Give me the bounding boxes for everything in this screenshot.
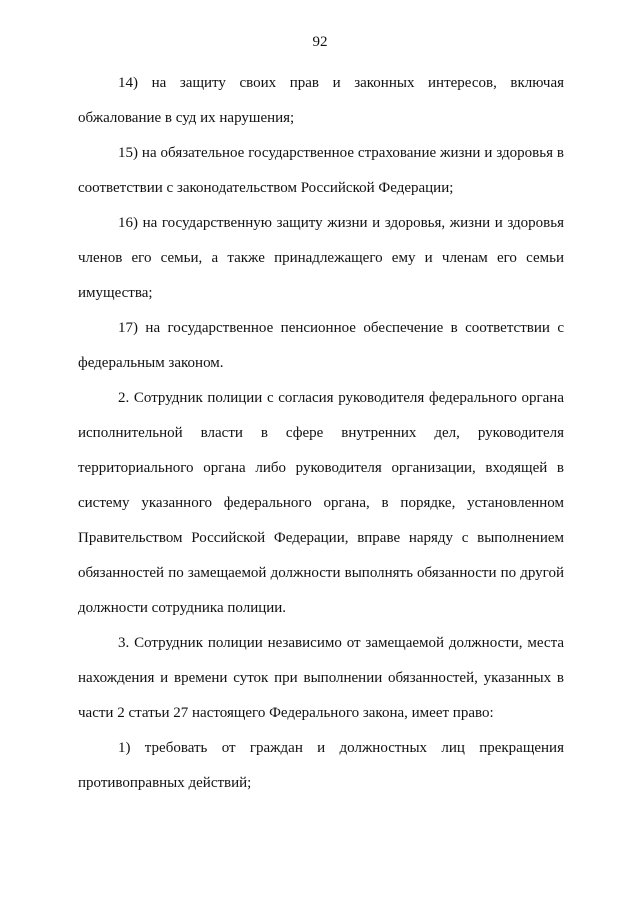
list-item-17: 17) на государственное пенсионное обеспечение в соответствии с федеральным законом. <box>78 320 564 371</box>
list-item-1: 1) требовать от граждан и должностных лиц прекращения противоправных действий; <box>78 740 564 791</box>
paragraph-part-2: 2. Сотрудник полиции с согласия руководителя федерального органа исполнительной власти в сфере внутренних дел, руководителя территориального органа либо руководителя организации, входящей в систему указанного федерального органа, в порядке, установленном Правительством Российской Федерации, вправе наряду с выполнением обязанностей по замещаемой должности выполнять обязанности по другой должности сотрудника полиции. <box>78 390 564 616</box>
page-number: 92 <box>312 34 328 50</box>
list-item-15: 15) на обязательное государственное страхование жизни и здоровья в соответствии с законодательством Российской Федерации; <box>78 145 564 196</box>
list-item-14: 14) на защиту своих прав и законных интересов, включая обжалование в суд их нарушения; <box>78 75 564 126</box>
document-body <box>78 66 564 801</box>
paragraph-part-3: 3. Сотрудник полиции независимо от замещаемой должности, места нахождения и времени суток при выполнении обязанностей, указанных в части 2 статьи 27 настоящего Федерального закона, имеет право: <box>78 635 564 721</box>
list-item-16: 16) на государственную защиту жизни и здоровья, жизни и здоровья членов его семьи, а также принадлежащего ему и членам его семьи имущества; <box>78 215 564 301</box>
